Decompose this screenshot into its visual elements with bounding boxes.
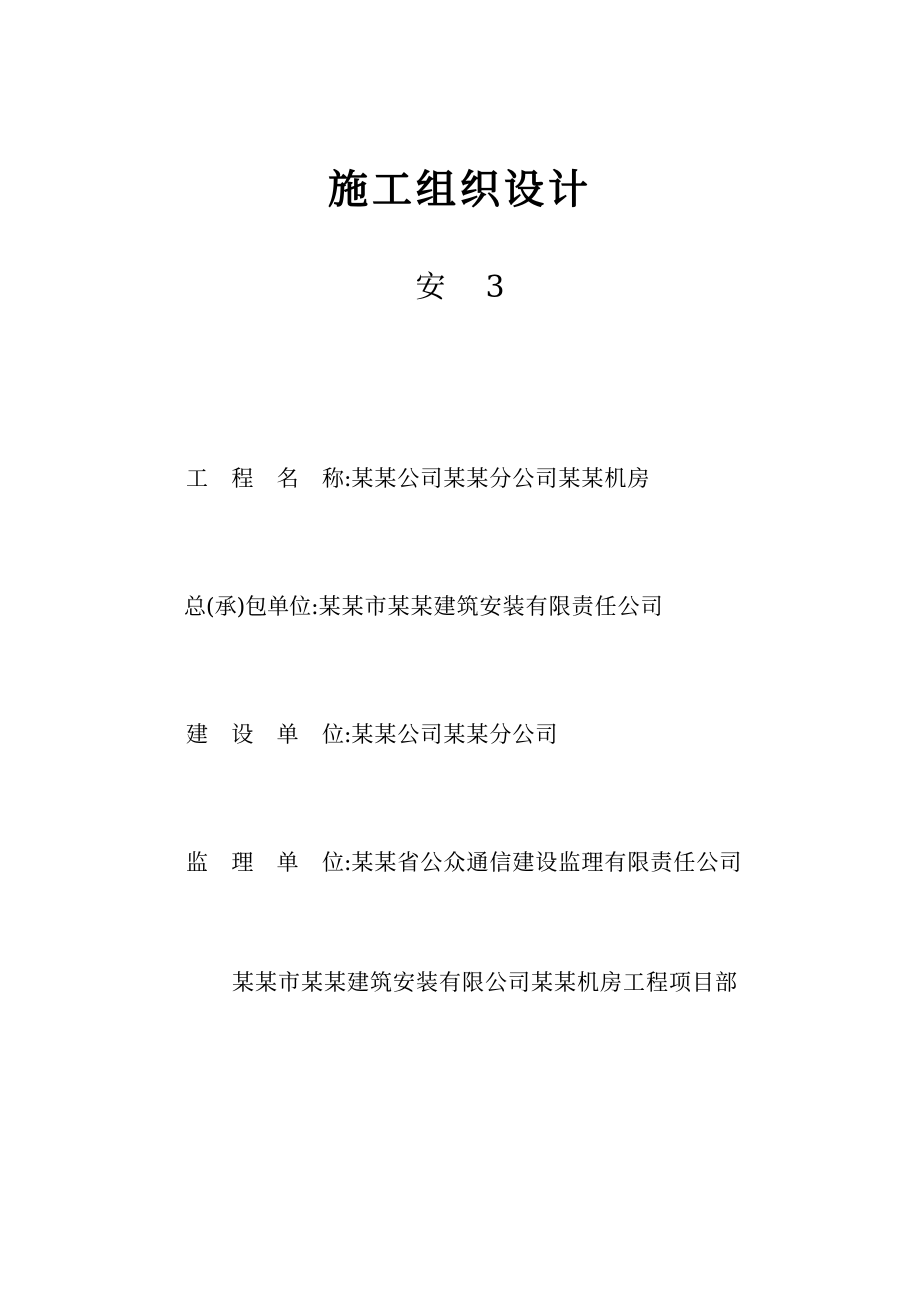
construction-unit-value: 某某公司某某分公司 xyxy=(351,723,559,748)
project-name-label: 工程名称 xyxy=(186,467,344,492)
general-contractor-colon: : xyxy=(311,595,319,620)
project-department: 某某市某某建筑安装有限公司某某机房工程项目部 xyxy=(231,971,738,996)
project-name-row xyxy=(186,464,650,496)
general-contractor-value: 某某市某某建筑安装有限责任公司 xyxy=(318,595,664,620)
document-subtitle xyxy=(0,266,920,310)
project-name-colon: : xyxy=(344,467,352,492)
supervision-unit-row xyxy=(186,848,742,880)
general-contractor-label: 总(承)包单位 xyxy=(184,595,312,620)
subtitle-prefix: 安 xyxy=(415,270,446,305)
document-title: 施工组织设计 xyxy=(328,166,592,213)
supervision-unit-value: 某某省公众通信建设监理有限责任公司 xyxy=(351,851,743,876)
supervision-unit-colon: : xyxy=(344,851,352,876)
project-name-value: 某某公司某某分公司某某机房 xyxy=(351,467,651,492)
supervision-unit-label: 监理单位 xyxy=(186,851,344,876)
construction-unit-label: 建设单位 xyxy=(186,723,344,748)
construction-unit-row xyxy=(186,720,558,752)
subtitle-number: 3 xyxy=(485,270,505,305)
construction-unit-colon: : xyxy=(344,723,352,748)
general-contractor-row xyxy=(184,592,664,624)
